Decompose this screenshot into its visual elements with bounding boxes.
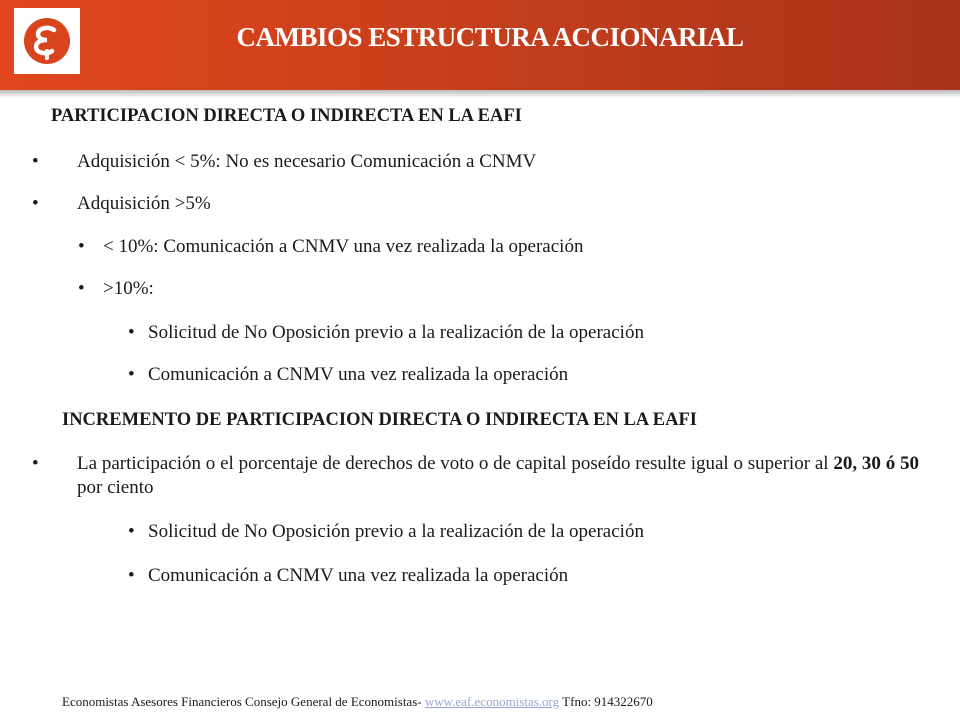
bullet: • [32,151,39,172]
paragraph-participacion [77,452,919,500]
list-item: Adquisición < 5%: No es necesario Comunicación a CNMV [77,151,537,172]
paragraph-text: La participación o el porcentaje de derechos de voto o de capital poseído resulte igual o superior al [77,453,834,474]
bullet: • [78,278,85,299]
paragraph-bold-percentages: 20, 30 ó 50 [833,453,920,474]
sub-list-item: >10%: [103,278,154,299]
header-bar [0,0,960,90]
bullet: • [128,521,135,542]
sub-list-item: < 10%: Comunicación a CNMV una vez realizada la operación [103,236,584,257]
sub-sub-list-item: Solicitud de No Oposición previo a la realización de la operación [148,322,644,343]
section-heading-incremento: INCREMENTO DE PARTICIPACION DIRECTA O INDIRECTA EN LA EAFI [62,410,697,430]
header-shadow [0,90,960,98]
bullet: • [128,322,135,343]
bullet: • [32,453,39,474]
page-title: CAMBIOS ESTRUCTURA ACCIONARIAL [236,22,744,52]
bullet: • [128,364,135,385]
section-heading-participacion: PARTICIPACION DIRECTA O INDIRECTA EN LA EAFI [51,106,522,126]
paragraph-text-end: por ciento [77,477,154,498]
bullet: • [78,236,85,257]
bullet: • [128,565,135,586]
list-item: Adquisición >5% [77,193,211,214]
footer-text: Economistas Asesores Financieros Consejo General de Economistas- [62,694,425,709]
sub-sub-list-item: Solicitud de No Oposición previo a la realización de la operación [148,521,644,542]
footer-phone: Tfno: 914322670 [559,694,653,709]
bullet: • [32,193,39,214]
footer-link[interactable]: www.eaf.economistas.org [424,694,560,709]
sub-sub-list-item: Comunicación a CNMV una vez realizada la operación [148,364,569,385]
footer [62,694,653,710]
sub-sub-list-item: Comunicación a CNMV una vez realizada la operación [148,565,569,586]
